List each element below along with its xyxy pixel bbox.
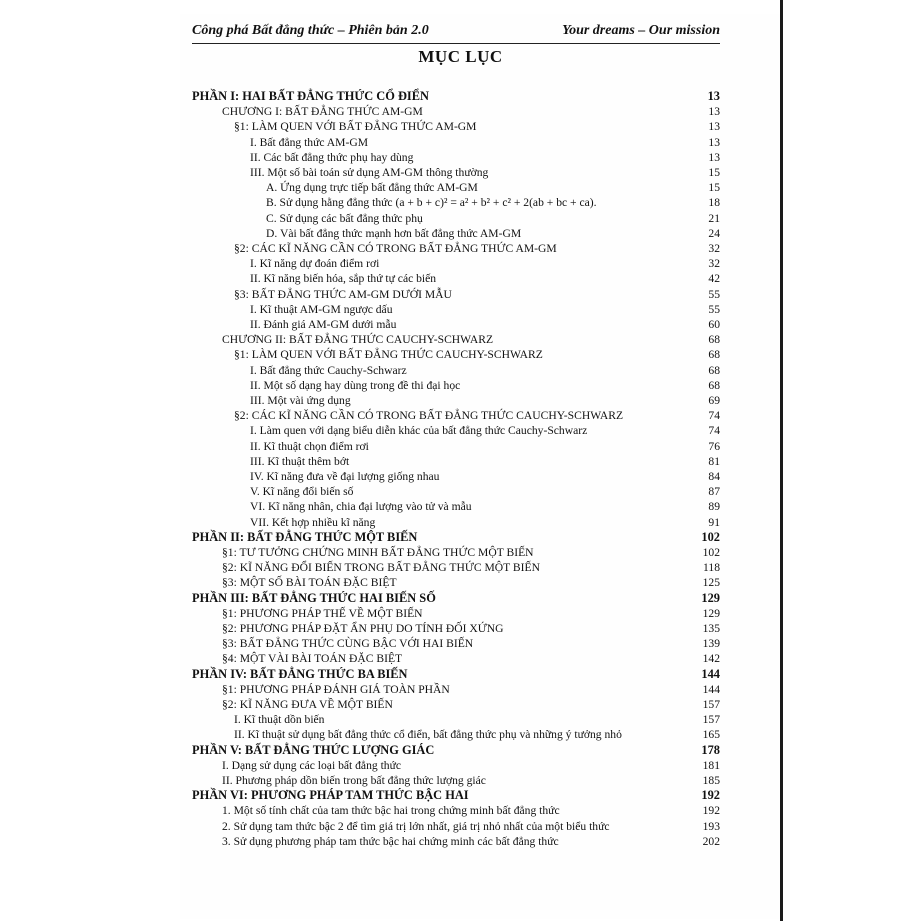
toc-entry-title: §3: MỘT SỐ BÀI TOÁN ĐẶC BIỆT bbox=[222, 576, 397, 590]
header-book-title: Công phá Bất đẳng thức – Phiên bản 2.0 bbox=[192, 23, 429, 38]
toc-page-number: 81 bbox=[708, 454, 720, 468]
toc-entry-title: I. Kĩ năng dự đoán điểm rơi bbox=[250, 257, 380, 271]
toc-page-number: 185 bbox=[702, 774, 720, 787]
toc-page-number: 68 bbox=[708, 333, 720, 347]
toc-entry-title: I. Kĩ thuật AM-GM ngược dấu bbox=[250, 302, 393, 316]
toc-entry[interactable] bbox=[222, 104, 720, 119]
toc-entry-title: VII. Kết hợp nhiều kĩ năng bbox=[250, 515, 376, 529]
toc-entry[interactable] bbox=[250, 378, 720, 393]
toc-entry-title: A. Ứng dụng trực tiếp bất đẳng thức AM-GM bbox=[266, 181, 478, 195]
toc-page-number: 129 bbox=[701, 590, 720, 605]
toc-entry-title: I. Làm quen với dạng biểu diễn khác của bất đẳng thức Cauchy-Schwarz bbox=[250, 424, 588, 438]
toc-entry-title: 2. Sử dụng tam thức bậc 2 để tìm giá trị lớn nhất, giá trị nhỏ nhất của một biểu thức bbox=[222, 819, 610, 833]
toc-entry-title: §3: BẤT ĐẲNG THỨC AM-GM DƯỚI MẪU bbox=[234, 287, 452, 301]
toc-entry[interactable] bbox=[234, 408, 720, 423]
toc-page-number: 76 bbox=[708, 439, 720, 453]
toc-entry[interactable] bbox=[266, 211, 720, 226]
toc-entry[interactable] bbox=[250, 165, 720, 180]
toc-entry[interactable] bbox=[266, 226, 720, 241]
toc-entry[interactable] bbox=[250, 302, 720, 317]
toc-entry-title: II. Đánh giá AM-GM dưới mẫu bbox=[250, 318, 397, 331]
toc-page-number: 135 bbox=[702, 622, 720, 635]
header-slogan: Your dreams – Our mission bbox=[562, 23, 720, 38]
toc-entry[interactable] bbox=[234, 712, 720, 727]
toc-entry[interactable] bbox=[250, 423, 720, 438]
toc-entry-title: 3. Sử dụng phương pháp tam thức bậc hai chứng minh các bất đẳng thức bbox=[222, 834, 559, 848]
toc-entry[interactable] bbox=[266, 180, 720, 195]
toc-entry-title: B. Sử dụng hằng đẳng thức (a + b + c)² = a² + b² + c² + 2(ab + bc + ca). bbox=[266, 196, 597, 210]
toc-page-number: 13 bbox=[708, 135, 720, 149]
toc-page-number: 32 bbox=[708, 242, 720, 255]
toc-entry-title: III. Một số bài toán sử dụng AM-GM thông thường bbox=[250, 166, 489, 179]
toc-entry-title: VI. Kĩ năng nhân, chia đại lượng vào tử và mẫu bbox=[250, 500, 472, 514]
toc-entry[interactable] bbox=[222, 651, 720, 666]
toc-entry-title: C. Sử dụng các bất đẳng thức phụ bbox=[266, 211, 423, 225]
page-title: MỤC LỤC bbox=[418, 47, 503, 66]
toc-entry-title: §1: LÀM QUEN VỚI BẤT ĐẲNG THỨC AM-GM bbox=[234, 120, 477, 134]
toc-page-number: 157 bbox=[702, 698, 720, 711]
toc-entry[interactable] bbox=[222, 773, 720, 788]
toc-page-number: 178 bbox=[701, 742, 720, 757]
toc-page-number: 118 bbox=[703, 561, 720, 575]
toc-entry-title: I. Kĩ thuật dồn biến bbox=[234, 713, 325, 727]
toc-entry[interactable] bbox=[234, 287, 720, 302]
toc-entry-title: III. Một vài ứng dụng bbox=[250, 394, 351, 407]
toc-entry-title: PHẦN III: BẤT ĐẲNG THỨC HAI BIẾN SỐ bbox=[192, 590, 436, 605]
toc-page-number: 18 bbox=[708, 196, 720, 210]
toc-entry[interactable] bbox=[222, 819, 720, 834]
toc-page-number: 68 bbox=[708, 378, 720, 392]
toc-page-number: 55 bbox=[708, 287, 720, 301]
toc-page-number: 69 bbox=[708, 394, 720, 407]
toc-entry[interactable] bbox=[222, 575, 720, 590]
toc-entry-title: II. Kĩ thuật sử dụng bất đẳng thức cổ điển, bất đẳng thức phụ và những ý tưởng nhỏ bbox=[234, 728, 622, 742]
toc-entry[interactable] bbox=[250, 150, 720, 165]
toc-entry-title: II. Một số dạng hay dùng trong đề thi đại học bbox=[250, 378, 461, 392]
toc-part-entry[interactable] bbox=[192, 743, 720, 758]
toc-page-number: 13 bbox=[708, 120, 720, 134]
toc-page-number: 125 bbox=[702, 576, 720, 590]
toc-entry-title: IV. Kĩ năng đưa về đại lượng giống nhau bbox=[250, 470, 440, 483]
toc-entry[interactable] bbox=[234, 119, 720, 134]
toc-page-number: 202 bbox=[702, 834, 720, 848]
toc-entry[interactable] bbox=[222, 682, 720, 697]
toc-page-number: 87 bbox=[708, 485, 720, 499]
toc-entry-title: 1. Một số tính chất của tam thức bậc hai trong chứng minh bất đẳng thức bbox=[222, 804, 560, 818]
toc-entry-title: §2: CÁC KĨ NĂNG CẦN CÓ TRONG BẤT ĐẲNG THỨC AM-GM bbox=[234, 242, 557, 255]
toc-entry-title: II. Phương pháp dồn biến trong bất đẳng thức lượng giác bbox=[222, 774, 486, 787]
toc-entry[interactable] bbox=[250, 469, 720, 484]
toc-page-number: 144 bbox=[701, 666, 720, 681]
toc-entry-title: §2: KĨ NĂNG ĐỔI BIẾN TRONG BẤT ĐẲNG THỨC MỘT BIẾN bbox=[222, 561, 540, 575]
toc-page-number: 13 bbox=[708, 150, 720, 164]
toc-page-number: 139 bbox=[702, 637, 720, 651]
toc-page-number: 55 bbox=[708, 302, 720, 316]
toc-entry[interactable] bbox=[250, 135, 720, 150]
toc-entry[interactable] bbox=[222, 636, 720, 651]
toc-entry-title: II. Kĩ thuật chọn điểm rơi bbox=[250, 439, 369, 453]
toc-entry-title: PHẦN II: BẤT ĐẲNG THỨC MỘT BIẾN bbox=[192, 529, 418, 544]
toc-part-entry[interactable] bbox=[192, 591, 720, 606]
toc-page-number: 84 bbox=[708, 470, 720, 483]
toc-entry-title: §2: PHƯƠNG PHÁP ĐẶT ẨN PHỤ DO TÍNH ĐỐI XỨNG bbox=[222, 622, 504, 635]
toc-entry-title: D. Vài bất đẳng thức mạnh hơn bất đẳng thức AM-GM bbox=[266, 226, 522, 240]
toc-page-number: 192 bbox=[701, 788, 720, 803]
toc-entry[interactable] bbox=[250, 256, 720, 271]
toc-entry-title: CHƯƠNG I: BẤT ĐẲNG THỨC AM-GM bbox=[222, 105, 423, 119]
toc-entry[interactable] bbox=[234, 347, 720, 362]
toc-entry[interactable] bbox=[250, 484, 720, 499]
toc-entry-title: PHẦN VI: PHƯƠNG PHÁP TAM THỨC BẬC HAI bbox=[192, 788, 469, 803]
toc-entry[interactable] bbox=[250, 393, 720, 408]
toc-page-number: 42 bbox=[708, 272, 720, 286]
toc-entry[interactable] bbox=[250, 363, 720, 378]
toc-entry-title: PHẦN IV: BẤT ĐẲNG THỨC BA BIẾN bbox=[192, 666, 408, 681]
toc-page-number: 74 bbox=[708, 424, 720, 438]
toc-page-number: 129 bbox=[702, 606, 720, 620]
toc-entry-title: II. Kĩ năng biến hóa, sắp thứ tự các biến bbox=[250, 272, 437, 286]
toc-entry[interactable] bbox=[234, 241, 720, 256]
toc-entry-title: I. Bất đẳng thức Cauchy-Schwarz bbox=[250, 363, 407, 377]
toc-page-number: 24 bbox=[708, 226, 720, 240]
toc-page-number: 91 bbox=[708, 515, 720, 529]
toc-page-number: 193 bbox=[702, 819, 720, 833]
toc-page-number: 15 bbox=[708, 181, 720, 195]
toc-entry[interactable] bbox=[250, 439, 720, 454]
toc-page-number: 13 bbox=[708, 105, 720, 119]
toc-entry-title: CHƯƠNG II: BẤT ĐẲNG THỨC CAUCHY-SCHWARZ bbox=[222, 333, 494, 347]
toc-entry[interactable] bbox=[222, 560, 720, 575]
toc-page-number: 89 bbox=[708, 500, 720, 514]
toc-entry-title: §2: CÁC KĨ NĂNG CẦN CÓ TRONG BẤT ĐẲNG THỨC CAUCHY-SCHWARZ bbox=[234, 409, 624, 423]
toc-page-number: 144 bbox=[702, 682, 720, 696]
toc-page-number: 60 bbox=[708, 318, 720, 331]
toc-page-number: 74 bbox=[708, 409, 720, 423]
toc-page-number: 165 bbox=[702, 728, 720, 742]
toc-entry[interactable] bbox=[222, 758, 720, 773]
toc-entry[interactable] bbox=[250, 515, 720, 530]
toc-page-number: 13 bbox=[707, 89, 720, 103]
toc-entry[interactable] bbox=[222, 803, 720, 818]
toc-page-number: 102 bbox=[701, 529, 720, 544]
toc-entry[interactable] bbox=[250, 499, 720, 514]
toc-page-number: 32 bbox=[708, 257, 720, 271]
toc-part-entry[interactable] bbox=[192, 89, 720, 104]
toc-entry[interactable] bbox=[222, 697, 720, 712]
toc-entry-title: §3: BẤT ĐẲNG THỨC CÙNG BẬC VỚI HAI BIẾN bbox=[222, 637, 474, 651]
toc-entry[interactable] bbox=[222, 834, 720, 849]
toc-entry-title: I. Dạng sử dụng các loại bất đẳng thức bbox=[222, 758, 402, 772]
toc-entry-title: §4: MỘT VÀI BÀI TOÁN ĐẶC BIỆT bbox=[222, 652, 403, 666]
toc-entry[interactable] bbox=[250, 454, 720, 469]
toc-entry-title: PHẦN I: HAI BẤT ĐẲNG THỨC CỔ ĐIỂN bbox=[192, 89, 429, 103]
toc-entry-title: I. Bất đẳng thức AM-GM bbox=[250, 135, 369, 149]
toc-entry-title: §1: TƯ TƯỞNG CHỨNG MINH BẤT ĐẲNG THỨC MỘT BIẾN bbox=[222, 546, 534, 559]
toc-entry-title: §1: PHƯƠNG PHÁP ĐÁNH GIÁ TOÀN PHẦN bbox=[222, 682, 450, 696]
toc-entry-title: PHẦN V: BẤT ĐẲNG THỨC LƯỢNG GIÁC bbox=[192, 742, 435, 757]
toc-page-number: 21 bbox=[708, 211, 720, 225]
toc-entry-title: §1: PHƯƠNG PHÁP THẾ VỀ MỘT BIẾN bbox=[222, 606, 423, 620]
toc-entry[interactable] bbox=[222, 606, 720, 621]
toc-entry[interactable] bbox=[234, 727, 720, 742]
toc-page-number: 15 bbox=[708, 166, 720, 179]
toc-page-number: 142 bbox=[702, 652, 720, 666]
toc-page-number: 157 bbox=[702, 713, 720, 727]
toc-entry[interactable] bbox=[222, 545, 720, 560]
toc-entry[interactable] bbox=[266, 195, 720, 210]
toc-entry-title: §1: LÀM QUEN VỚI BẤT ĐẲNG THỨC CAUCHY-SCHWARZ bbox=[234, 348, 543, 362]
toc-entry-title: II. Các bất đẳng thức phụ hay dùng bbox=[250, 150, 414, 164]
toc-entry-title: V. Kĩ năng đổi biến số bbox=[250, 485, 354, 499]
toc-page-number: 181 bbox=[702, 758, 720, 772]
toc-entry[interactable] bbox=[250, 317, 720, 332]
toc-page-number: 192 bbox=[702, 804, 720, 818]
toc-part-entry[interactable] bbox=[192, 667, 720, 682]
toc-page-number: 102 bbox=[702, 546, 720, 559]
toc-part-entry[interactable] bbox=[192, 530, 720, 545]
toc-page-number: 68 bbox=[708, 363, 720, 377]
toc-entry-title: III. Kĩ thuật thêm bớt bbox=[250, 454, 350, 468]
toc-entry[interactable] bbox=[250, 271, 720, 286]
toc-part-entry[interactable] bbox=[192, 788, 720, 803]
toc-entry[interactable] bbox=[222, 621, 720, 636]
toc-entry[interactable] bbox=[222, 332, 720, 347]
toc-page-number: 68 bbox=[708, 348, 720, 362]
toc-entry-title: §2: KĨ NĂNG ĐƯA VỀ MỘT BIẾN bbox=[222, 698, 393, 711]
